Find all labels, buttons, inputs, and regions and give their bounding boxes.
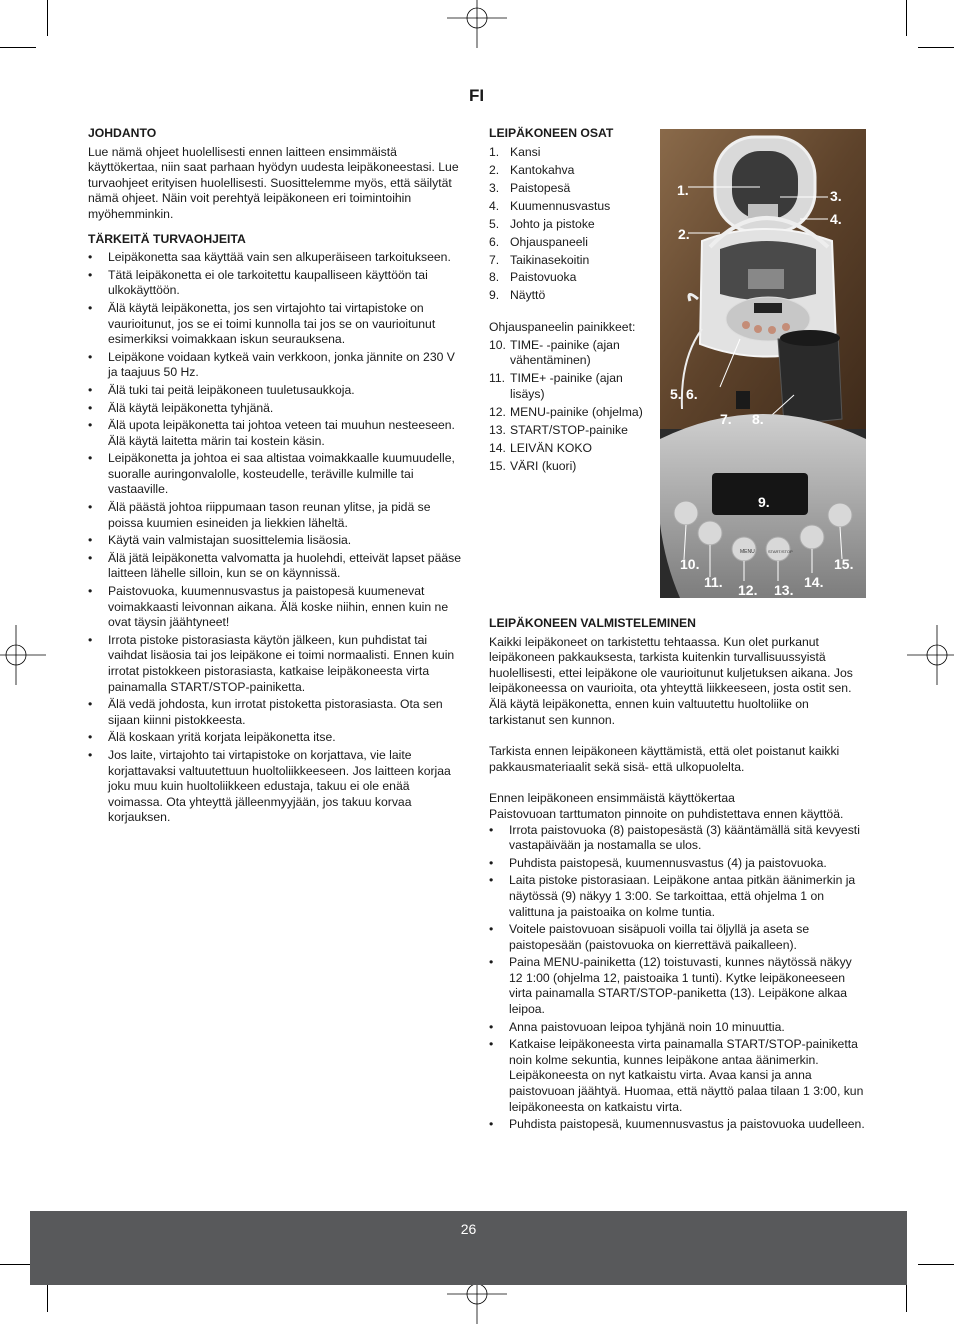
photo-label-4: 4. [830,211,842,227]
photo-label-13: 13. [774,582,794,598]
item-number: 9. [489,288,500,303]
item-label: Kansi [510,144,541,159]
item-number: 6. [489,234,500,249]
photo-label-6: 6. [686,386,698,402]
list-item: • Irrota paistovuoka (8) paistopesästä (3) kääntämällä sitä kevyesti vastapäivään ja nostamalla se ulos. [489,823,867,854]
item-number: 14. [489,440,506,455]
list-item: • Käytä vain valmistajan suosittelemia lisäosia. [88,533,466,549]
list-item: • Älä upota leipäkonetta tai johtoa veteen tai muuhun nesteeseen. Älä käytä laitetta märin tai kostein käsin. [88,418,466,449]
prep-list [489,823,867,1133]
photo-label-2: 2. [678,226,690,242]
crop-mark [906,0,907,36]
item-label: Kuumennusvastus [510,198,611,213]
photo-label-3: 3. [830,188,842,204]
photo-label-1: 1. [677,182,689,198]
prep-paragraph: Tarkista ennen leipäkoneen käyttämistä, että olet poistanut kaikki pakkausmateriaalit sekä sisä- että ulkopuolelta. [489,744,840,774]
list-item [489,199,655,215]
buttons-list [489,338,655,475]
prep-heading: LEIPÄKONEEN VALMISTELEMINEN [489,616,696,630]
list-item [489,441,655,457]
list-item [489,235,655,251]
list-item: • Katkaise leipäkoneesta virta painamalla START/STOP-painiketta noin kolme sekuntia, kunnes leipäkone antaa äänimerkin. Leipäkoneesta on nyt katkaistu virta. Avaa kansi ja anna paistovuoan jäähtyä. Huomaa, että näyttö palaa tilaan 1 3:00, kun leipäkoneesta on katkaistu virta. [489,1037,867,1115]
list-item [489,253,655,269]
list-item: • Puhdista paistopesä, kuumennusvastus (4) ja paistovuoka. [489,856,867,872]
list-item [489,405,655,421]
item-label: TIME- -painike (ajan vähentäminen) [510,337,620,368]
parts-heading: LEIPÄKONEEN OSAT [489,126,614,140]
list-item: • Älä tuki tai peitä leipäkoneen tuuletusaukkoja. [88,383,466,399]
registration-mark-icon [907,625,954,685]
crop-mark [0,47,36,48]
page-number: 26 [460,1221,477,1237]
item-number: 4. [489,198,500,213]
list-item [489,338,655,369]
list-item: • Älä jätä leipäkonetta valvomatta ja huolehdi, etteivät lapset pääse laitteen lähelle silloin, kun se on käynnissä. [88,551,466,582]
list-item [489,181,655,197]
item-label: MENU-painike (ohjelma) [510,404,643,419]
parts-list [489,145,655,304]
panel-label-start: START/STOP [768,549,793,554]
photo-label-7: 7. [720,411,732,427]
list-item: • Älä käytä leipäkonetta tyhjänä. [88,401,466,417]
photo-label-9: 9. [758,494,770,510]
list-item: • Laita pistoke pistorasiaan. Leipäkone antaa pitkän äänimerkin ja näytössä (9) näkyy 1 3:00. Se tarkoittaa, että ohjelma 1 on valittuna ja paistoaika on kolme tuntia. [489,873,867,920]
photo-label-11: 11. [704,574,723,590]
bread-maker-illustration [660,129,866,598]
list-item [489,288,655,304]
list-item [489,163,655,179]
photo-label-10: 10. [680,556,700,572]
item-label: Näyttö [510,288,546,303]
list-item: • Puhdista paistopesä, kuumennusvastus ja paistovuoka uudelleen. [489,1117,867,1133]
prep-paragraph: Ennen leipäkoneen ensimmäistä käyttökertaa [489,791,735,806]
list-item: • Leipäkonetta saa käyttää vain sen alkuperäiseen tarkoitukseen. [88,250,466,266]
item-label: Paistopesä [510,180,571,195]
crop-mark [918,1264,954,1265]
list-item [489,145,655,161]
item-label: Ohjauspaneeli [510,234,588,249]
list-item: • Älä vedä johdosta, kun irrotat pistoketta pistorasiasta. Ota sen sijaan kiinni pistokkeesta. [88,697,466,728]
photo-label-8: 8. [752,411,764,427]
page-footer [30,1211,907,1285]
language-tag: FI [469,86,485,105]
item-number: 5. [489,216,500,231]
list-item [489,423,655,439]
photo-label-15: 15. [834,556,854,572]
list-item: • Irrota pistoke pistorasiasta käytön jälkeen, kun puhdistat tai vaihdat lisäosia tai jos leipäkone ei toimi normaalisti. Ennen kuin irrotat pistokkeen pistorasiasta, katkaise leipäkoneesta virta painamalla START/STOP-painiketta. [88,633,466,695]
item-label: TIME+ -painike (ajan lisäys) [510,371,623,401]
crop-mark [918,47,954,48]
list-item: • Tätä leipäkonetta ei ole tarkoitettu kaupalliseen käyttöön tai ulkokäyttöön. [88,268,466,299]
item-label: Paistovuoka [510,270,577,285]
item-number: 8. [489,270,500,285]
list-item: • Älä käytä leipäkonetta, jos sen virtajohto tai virtapistoke on vaurioitunut, jos se ei toimi kunnolla tai jos se on vaurioitunut esimerkiksi voimakkaan iskun seurauksena. [88,301,466,348]
list-item [489,371,655,402]
item-label: VÄRI (kuori) [510,458,577,473]
panel-label-menu: MENU [740,549,755,555]
item-label: LEIVÄN KOKO [510,440,592,455]
list-item: • Älä päästä johtoa riippumaan tason reunan ylitse, ja pidä se poissa kuumien esineiden ja liekkien läheltä. [88,500,466,531]
left-column [88,126,466,828]
item-number: 2. [489,162,500,177]
list-item: • Paina MENU-painiketta (12) toistuvasti, kunnes näytössä näkyy 12 1:00 (ohjelma 12, paistoaika 1 tunti). Kytke leipäkoneeseen virta painamalla START/STOP-paniketta (13). Leipäkone alkaa leipoa. [489,955,867,1017]
bread-maker-photo [660,129,866,598]
item-label: Taikinasekoitin [510,252,590,267]
list-item: • Jos laite, virtajohto tai virtapistoke on korjattava, vie laite korjattavaksi valtuutettuun huoltoliikkeeseen. Jos laitteen korjaa joku muu kuin huoltoliikkeen edustaja, takuu ei ole enää voimassa. Ota yhteyttä jälleenmyyjään, jos takuu korvaa korjauksen. [88,748,466,826]
item-number: 12. [489,404,506,419]
item-number: 13. [489,422,506,437]
list-item [489,270,655,286]
buttons-heading: Ohjauspaneelin painikkeet: [489,320,636,335]
item-number: 10. [489,337,506,352]
registration-mark-icon [447,0,507,48]
prep-paragraph: Paistovuoan tarttumaton pinnoite on puhdistettava ennen käyttöä. [489,806,844,821]
item-number: 11. [489,371,506,386]
parts-column [489,126,655,477]
item-number: 1. [489,144,500,159]
item-label: Kantokahva [510,162,575,177]
item-number: 3. [489,180,500,195]
list-item: • Voitele paistovuoan sisäpuoli voilla tai öljyllä ja aseta se paistopesään (paistovuoka on kierrettävä paikalleen). [489,922,867,953]
photo-label-12: 12. [738,582,758,598]
item-number: 7. [489,252,500,267]
safety-list [88,250,466,826]
item-label: START/STOP-painike [510,422,628,437]
photo-label-5: 5. [670,386,682,402]
list-item: • Anna paistovuoan leipoa tyhjänä noin 10 minuuttia. [489,1020,867,1036]
list-item: • Leipäkone voidaan kytkeä vain verkkoon, jonka jännite on 230 V ja taajuus 50 Hz. [88,350,466,381]
list-item [489,217,655,233]
crop-mark [47,0,48,36]
intro-text: Lue nämä ohjeet huolellisesti ennen laitteen ensimmäistä käyttökertaa, niin saat parhaan hyödyn uudesta leipäkoneestasi. Lue turvaohjeet erityisen huolellisesti. Suosittelemme myös, että säilytät nämä ohjeet. Näin voit perehtyä leipäkoneen eri toimintoihin myöhemminkin. [88,144,459,221]
item-label: Johto ja pistoke [510,216,595,231]
safety-heading: TÄRKEITÄ TURVAOHJEITA [88,231,246,246]
list-item: • Paistovuoka, kuumennusvastus ja paistopesä kuumenevat voimakkaasti leivonnan aikana. Älä koske niihin, ennen kuin ne ovat täysin jäähtyneet! [88,584,466,631]
prep-column [489,616,867,1135]
registration-mark-icon [0,625,46,685]
prep-paragraph: Kaikki leipäkoneet on tarkistettu tehtaassa. Kun olet purkanut leipäkoneen pakkauksesta, tarkista kuitenkin turvallisuussyistä huolellisesti, ettei leipäkone ole vaurioitunut kuljetuksen aikana. Jos leipäkoneessa on vaurioita, ota yhteyttä liikkeeseen, josta ostit sen. Älä käytä leipäkonetta, ennen kuin valtuutettu huoltoliike on tarkistanut sen kunnon. [489,634,853,727]
list-item: • Älä koskaan yritä korjata leipäkonetta itse. [88,730,466,746]
item-number: 15. [489,458,506,473]
intro-heading: JOHDANTO [88,126,157,140]
photo-label-14: 14. [804,574,824,590]
list-item [489,459,655,475]
list-item: • Leipäkonetta ja johtoa ei saa altistaa voimakkaalle kuumuudelle, suoralle auringonvalolle, kosteudelle, teräville kulmille tai vastaaville. [88,451,466,498]
